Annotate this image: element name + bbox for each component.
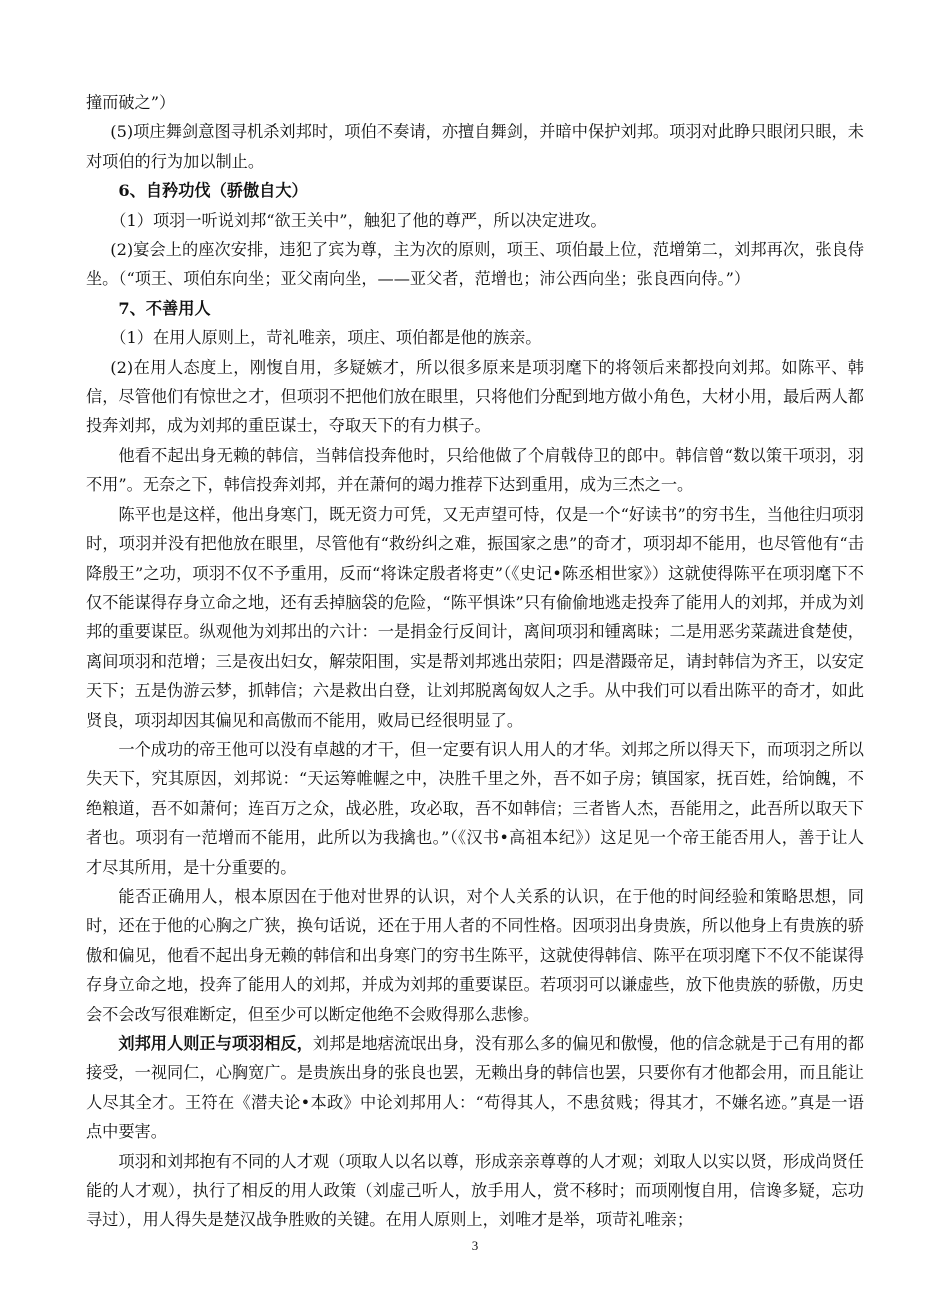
- document-body: [86, 88, 864, 1235]
- paragraph-6-item-1: （1）项羽一听说刘邦“欲王关中”，触犯了他的尊严，所以决定进攻。: [110, 210, 607, 230]
- paragraph-liu-bang: [86, 1029, 864, 1147]
- section-heading-6: 6、自矜功伐（骄傲自大）: [118, 181, 308, 201]
- paragraph-talent-views: 项羽和刘邦抱有不同的人才观（项取人以名以尊，形成亲亲尊尊的人才观；刘取人以实以贤，形成尚贤任能的人才观），执行了相反的用人政策（刘虚己听人，放手用人，赏不移时；而项刚愎自用，信谗多疑，忘功寻过），用人得失是楚汉战争胜败的关键。在用人原则上，刘唯才是举，项苛礼唯亲；: [86, 1151, 864, 1230]
- page-number: 3: [471, 1238, 479, 1253]
- paragraph-liu-bang-text: 刘邦是地痞流氓出身，没有那么多的偏见和傲慢，他的信念就是于己有用的都接受，一视同仁，心胸宽广。是贵族出身的张良也罢，无赖出身的韩信也罢，只要你有才他都会用，而且能让人尽其全才。王符在《潜夫论•本政》中论刘邦用人：“苟得其人，不患贫贱；得其才，不嫌名迹。”真是一语点中要害。: [86, 1034, 865, 1142]
- paragraph-right-use: 能否正确用人，根本原因在于他对世界的认识，对个人关系的认识，在于他的时间经验和策略思想，同时，还在于他的心胸之广狭，换句话说，还在于用人者的不同性格。因项羽出身贵族，所以他身上有贵族的骄傲和偏见，他看不起出身无赖的韩信和出身寒门的穷书生陈平，这就使得韩信、陈平在项羽麾下不仅不能谋得存身立命之地，投奔了能用人的刘邦，并成为刘邦的重要谋臣。若项羽可以谦虚些，放下他贵族的骄傲，历史会不会改写很难断定，但至少可以断定他绝不会败得那么悲惨。: [86, 886, 864, 1024]
- paragraph-han-xin: 他看不起出身无赖的韩信，当韩信投奔他时，只给他做了个肩戟侍卫的郎中。韩信曾“数以策干项羽，羽不用”。无奈之下，韩信投奔刘邦，并在萧何的竭力推荐下达到重用，成为三杰之一。: [86, 445, 864, 495]
- bold-lead-text: 刘邦用人则正与项羽相反，: [118, 1034, 313, 1053]
- paragraph-7-item-1: （1）在用人原则上，苛礼唯亲，项庄、项伯都是他的族亲。: [110, 328, 542, 348]
- section-heading-7: 7、不善用人: [118, 298, 211, 318]
- paragraph-6-item-2: (2)宴会上的座次安排，违犯了宾为尊，主为次的原则，项王、项伯最上位，范增第二，刘邦再次，张良侍坐。（“项王、项伯东向坐；亚父南向坐，——亚父者，范增也；沛公西向坐；张良西向侍。”）: [86, 240, 864, 289]
- paragraph-emperor-talent: 一个成功的帝王他可以没有卓越的才干，但一定要有识人用人的才华。刘邦之所以得天下，而项羽之所以失天下，究其原因，刘邦说：“天运筹帷幄之中，决胜千里之外，吾不如子房；镇国家，抚百姓，给饷餽，不绝粮道，吾不如萧何；连百万之众，战必胜，攻必取，吾不如韩信；三者皆人杰，吾能用之，此吾所以取天下者也。项羽有一范增而不能用，此所以为我擒也。”（《汉书•高祖本纪》）这足见一个帝王能否用人，善于让人才尽其所用，是十分重要的。: [86, 739, 864, 877]
- paragraph-7-item-2: (2)在用人态度上，刚愎自用，多疑嫉才，所以很多原来是项羽麾下的将领后来都投向刘邦。如陈平、韩信，尽管他们有惊世之才，但项羽不把他们放在眼里，只将他们分配到地方做小角色，大材小用，最后两人都投奔刘邦，成为刘邦的重臣谋士，夺取天下的有力棋子。: [86, 357, 864, 436]
- paragraph-chen-ping: 陈平也是这样，他出身寒门，既无资力可凭，又无声望可恃，仅是一个“好读书”的穷书生，当他往归项羽时，项羽并没有把他放在眼里，尽管他有“救纷纠之难，振国家之患”的奇才，项羽却不能用，也尽管他有“击降殷王”之功，项羽不仅不予重用，反而“将诛定殷者将吏”（《史记•陈丞相世家》）这就使得陈平在项羽麾下不仅不能谋得存身立命之地，还有丢掉脑袋的危险，“陈平惧诛”只有偷偷地逃走投奔了能用人的刘邦，并成为刘邦的重要谋臣。纵观他为刘邦出的六计：一是捐金行反间计，离间项羽和锺离昧；二是用恶劣菜蔬进食楚使，离间项羽和范增；三是夜出妇女，解荥阳围，实是帮刘邦逃出荥阳；四是潜蹑帝足，请封韩信为齐王，以安定天下；五是伪游云梦，抓韩信；六是救出白登，让刘邦脱离匈奴人之手。从中我们可以看出陈平的奇才，如此贤良，项羽却因其偏见和高傲而不能用，败局已经很明显了。: [86, 504, 864, 730]
- paragraph-item-5: (5)项庄舞剑意图寻机杀刘邦时，项伯不奏请，亦擅自舞剑，并暗中保护刘邦。项羽对此睁只眼闭只眼，未对项伯的行为加以制止。: [86, 122, 864, 171]
- paragraph-continuation: 撞而破之”）: [86, 93, 176, 112]
